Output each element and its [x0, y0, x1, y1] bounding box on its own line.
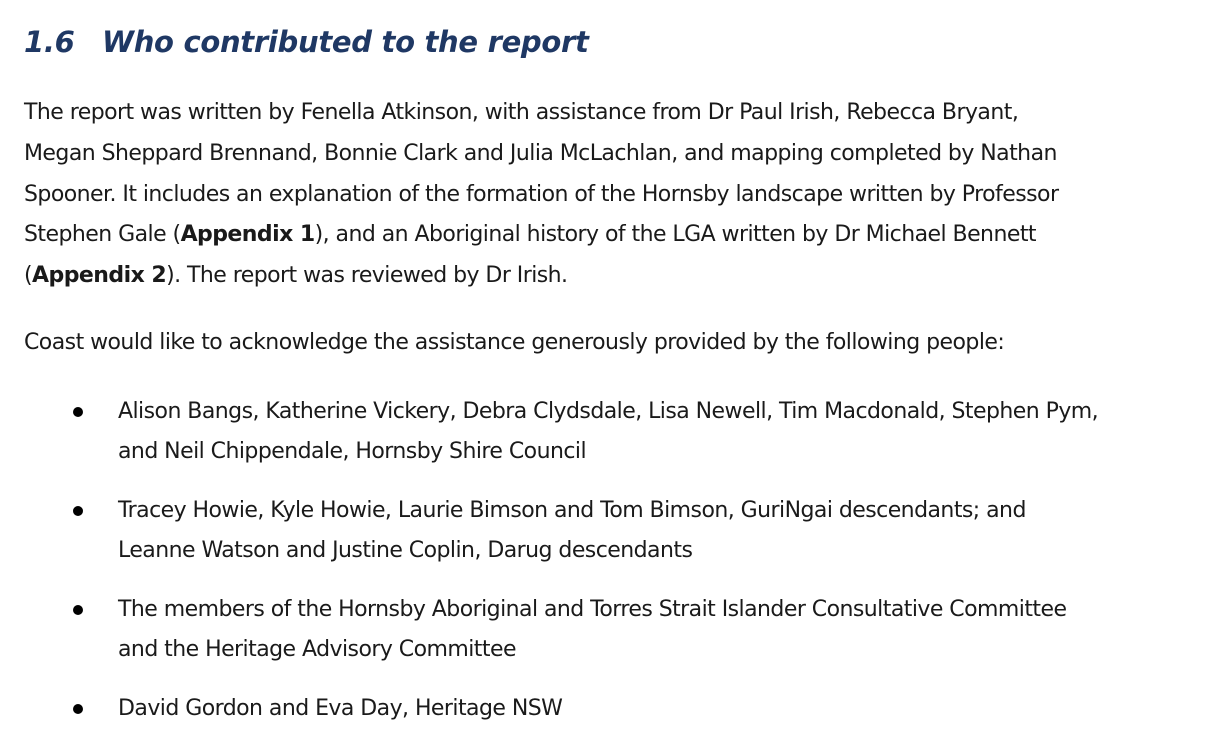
text-segment: ( — [24, 263, 33, 289]
text-segment: Stephen Gale ( — [24, 222, 181, 248]
appendix-1-reference: Appendix 1 — [180, 222, 315, 248]
paragraph-line: Megan Sheppard Brennand, Bonnie Clark and Julia McLachlan, and mapping completed by Nathan — [24, 140, 1057, 166]
paragraph-line: Coast would like to acknowledge the assistance generously provided by the following people: — [24, 330, 1005, 355]
list-item — [24, 590, 1098, 689]
bullet-icon — [73, 605, 83, 615]
list-item — [24, 689, 1098, 729]
paragraph-line — [24, 256, 1058, 297]
bullet-icon — [73, 704, 83, 714]
text-segment: ). The report was reviewed by Dr Irish. — [166, 263, 568, 289]
paragraph-line — [24, 215, 1058, 256]
section-number: 1.6 — [24, 25, 75, 59]
section-title: Who contributed to the report — [102, 25, 589, 59]
list-item-line: David Gordon and Eva Day, Heritage NSW — [118, 696, 563, 721]
acknowledgement-list — [24, 392, 1098, 729]
list-item-line: and the Heritage Advisory Committee — [118, 637, 516, 662]
list-item-line: Leanne Watson and Justine Coplin, Darug descendants — [118, 538, 693, 563]
list-item-line: Tracey Howie, Kyle Howie, Laurie Bimson and Tom Bimson, GuriNgai descendants; and — [118, 498, 1026, 523]
list-item-line: Alison Bangs, Katherine Vickery, Debra Clydsdale, Lisa Newell, Tim Macdonald, Stephen Pym, — [118, 399, 1099, 424]
bullet-icon — [73, 506, 83, 516]
appendix-2-reference: Appendix 2 — [32, 263, 167, 289]
acknowledgement-intro — [24, 323, 1004, 364]
list-item-line: The members of the Hornsby Aboriginal and Torres Strait Islander Consultative Committee — [118, 597, 1067, 622]
list-item — [24, 491, 1098, 590]
authorship-paragraph — [24, 93, 1058, 297]
paragraph-line: The report was written by Fenella Atkinson, with assistance from Dr Paul Irish, Rebecca Bryant, — [24, 100, 1019, 125]
list-item — [24, 392, 1098, 491]
bullet-icon — [73, 407, 83, 417]
paragraph-line: Spooner. It includes an explanation of the formation of the Hornsby landscape written by Professor — [24, 181, 1059, 207]
list-item-line: and Neil Chippendale, Hornsby Shire Council — [118, 439, 587, 464]
section-heading — [24, 22, 589, 62]
text-segment: ), and an Aboriginal history of the LGA written by Dr Michael Bennett — [314, 222, 1036, 248]
